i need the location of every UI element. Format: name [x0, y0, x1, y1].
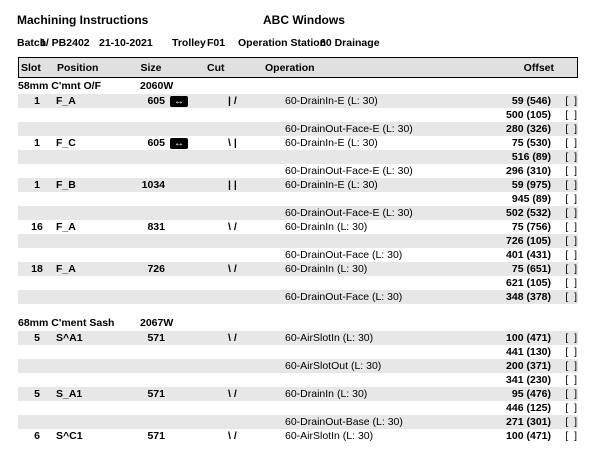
cell-slot: 5	[34, 332, 40, 344]
cell-operation: 60-DrainIn (L: 30)	[285, 388, 368, 400]
offset-checkbox[interactable]: [ ]	[565, 151, 577, 163]
offset-checkbox[interactable]: [ ]	[565, 179, 577, 191]
cell-offset: 945 (89)	[511, 193, 551, 205]
table-row	[18, 415, 578, 429]
batch-value: 1/ PB2402	[40, 37, 90, 49]
cell-size: 605	[147, 95, 165, 107]
company-title: ABC Windows	[263, 13, 345, 27]
offset-checkbox[interactable]: [ ]	[565, 137, 577, 149]
cell-flip	[168, 138, 202, 149]
section-rows	[18, 331, 578, 443]
section-size: 2067W	[140, 317, 174, 329]
offset-checkbox[interactable]: [ ]	[565, 207, 577, 219]
cell-operation: 60-DrainIn-E (L: 30)	[285, 137, 378, 149]
cell-cut: \ /	[228, 332, 237, 344]
cell-offset: 200 (371)	[506, 360, 551, 372]
cell-offset: 280 (326)	[506, 123, 551, 135]
instructions-table	[18, 57, 578, 443]
offset-checkbox[interactable]: [ ]	[565, 346, 577, 358]
table-row	[18, 290, 578, 304]
table-row	[18, 108, 578, 122]
cell-offset: 348 (378)	[506, 291, 551, 303]
cell-offset: 271 (301)	[506, 416, 551, 428]
header-operation: Operation	[265, 61, 315, 74]
cell-operation: 60-DrainOut-Face (L: 30)	[285, 291, 403, 303]
batch-date: 21-10-2021	[99, 37, 153, 49]
offset-checkbox[interactable]: [ ]	[565, 374, 577, 386]
cell-offset: 446 (125)	[506, 402, 551, 414]
cell-size: 726	[147, 263, 165, 275]
cell-cut: | |	[228, 179, 237, 191]
flip-arrow-icon: ↔	[170, 96, 188, 107]
section-header	[18, 315, 578, 331]
header-cut: Cut	[207, 61, 225, 74]
offset-checkbox[interactable]: [ ]	[565, 291, 577, 303]
table-row	[18, 401, 578, 415]
cell-position: F_C	[56, 137, 76, 149]
cell-operation: 60-AirSlotIn (L: 30)	[285, 332, 374, 344]
cell-size: 1034	[141, 179, 165, 191]
offset-checkbox[interactable]: [ ]	[565, 402, 577, 414]
cell-slot: 1	[34, 137, 40, 149]
section-name: 58mm C'mnt O/F	[18, 80, 102, 92]
cell-operation: 60-DrainOut-Face-E (L: 30)	[285, 207, 413, 219]
header-offset: Offset	[523, 61, 554, 74]
cell-cut: \ /	[228, 430, 237, 442]
cell-offset: 401 (431)	[506, 249, 551, 261]
section-name: 68mm C'ment Sash	[18, 317, 115, 329]
table-header-row	[18, 57, 578, 78]
table-row	[18, 262, 578, 276]
cell-position: F_A	[56, 263, 76, 275]
cell-slot: 1	[34, 95, 40, 107]
cell-position: F_A	[56, 95, 76, 107]
operation-station-label: Operation Station	[238, 37, 327, 49]
cell-offset: 726 (105)	[506, 235, 551, 247]
section-header	[18, 78, 578, 94]
cell-offset: 75 (530)	[511, 137, 551, 149]
cell-operation: 60-DrainOut-Base (L: 30)	[285, 416, 403, 428]
cell-slot: 5	[34, 388, 40, 400]
cell-offset: 516 (89)	[511, 151, 551, 163]
offset-checkbox[interactable]: [ ]	[565, 360, 577, 372]
cell-position: S^C1	[56, 430, 83, 442]
trolley-value: F01	[207, 37, 226, 49]
cell-offset: 341 (230)	[506, 374, 551, 386]
cell-cut: \ /	[228, 221, 237, 233]
table-row	[18, 164, 578, 178]
offset-checkbox[interactable]: [ ]	[565, 221, 577, 233]
table-row	[18, 136, 578, 150]
table-row	[18, 150, 578, 164]
flip-arrow-icon: ↔	[170, 138, 188, 149]
cell-slot: 6	[34, 430, 40, 442]
offset-checkbox[interactable]: [ ]	[565, 235, 577, 247]
page-title: Machining Instructions	[17, 13, 149, 27]
table-row	[18, 359, 578, 373]
offset-checkbox[interactable]: [ ]	[565, 165, 577, 177]
offset-checkbox[interactable]: [ ]	[565, 430, 577, 442]
cell-operation: 60-DrainIn (L: 30)	[285, 221, 368, 233]
cell-cut: \ /	[228, 263, 237, 275]
cell-position: S^A1	[56, 332, 83, 344]
cell-cut: | /	[228, 95, 237, 107]
cell-operation: 60-DrainIn-E (L: 30)	[285, 179, 378, 191]
header-position: Position	[57, 61, 99, 74]
cell-offset: 441 (130)	[506, 346, 551, 358]
cell-operation: 60-DrainOut-Face-E (L: 30)	[285, 123, 413, 135]
cell-size: 571	[147, 332, 165, 344]
table-row	[18, 429, 578, 443]
table-row	[18, 387, 578, 401]
operation-station-value: 60 Drainage	[320, 37, 380, 49]
cell-size: 605	[147, 137, 165, 149]
table-row	[18, 345, 578, 359]
table-row	[18, 220, 578, 234]
table-row	[18, 248, 578, 262]
cell-size: 571	[147, 430, 165, 442]
offset-checkbox[interactable]: [ ]	[565, 388, 577, 400]
offset-checkbox[interactable]: [ ]	[565, 123, 577, 135]
header-size: Size	[140, 61, 162, 74]
cell-offset: 100 (471)	[506, 430, 551, 442]
cell-size: 831	[147, 221, 165, 233]
cell-slot: 1	[34, 179, 40, 191]
batch-label: Batch	[17, 37, 47, 49]
offset-checkbox[interactable]: [ ]	[565, 109, 577, 121]
table-row	[18, 206, 578, 220]
cell-offset: 621 (105)	[506, 277, 551, 289]
table-row	[18, 331, 578, 345]
cell-operation: 60-AirSlotOut (L: 30)	[285, 360, 382, 372]
offset-checkbox[interactable]: [ ]	[565, 249, 577, 261]
table-row	[18, 234, 578, 248]
table-body	[18, 78, 578, 443]
offset-checkbox[interactable]: [ ]	[565, 332, 577, 344]
cell-cut: \ |	[228, 137, 237, 149]
trolley-label: Trolley	[172, 37, 206, 49]
cell-cut: \ /	[228, 388, 237, 400]
cell-slot: 16	[31, 221, 43, 233]
cell-operation: 60-DrainOut-Face (L: 30)	[285, 249, 403, 261]
table-row	[18, 192, 578, 206]
cell-offset: 502 (532)	[506, 207, 551, 219]
cell-operation: 60-AirSlotIn (L: 30)	[285, 430, 374, 442]
cell-offset: 95 (476)	[511, 388, 551, 400]
cell-flip	[168, 96, 202, 107]
cell-operation: 60-DrainIn-E (L: 30)	[285, 95, 378, 107]
cell-position: S_A1	[56, 388, 83, 400]
cell-operation: 60-DrainOut-Face-E (L: 30)	[285, 165, 413, 177]
table-row	[18, 178, 578, 192]
offset-checkbox[interactable]: [ ]	[565, 416, 577, 428]
section-size: 2060W	[140, 80, 174, 92]
batch-info-bar	[0, 37, 600, 51]
cell-offset: 100 (471)	[506, 332, 551, 344]
table-section	[18, 315, 578, 443]
cell-operation: 60-DrainIn (L: 30)	[285, 263, 368, 275]
cell-offset: 75 (651)	[511, 263, 551, 275]
cell-size: 571	[147, 388, 165, 400]
table-row	[18, 373, 578, 387]
table-row	[18, 276, 578, 290]
section-rows	[18, 94, 578, 304]
cell-position: F_B	[56, 179, 76, 191]
cell-offset: 500 (105)	[506, 109, 551, 121]
offset-checkbox[interactable]: [ ]	[565, 263, 577, 275]
offset-checkbox[interactable]: [ ]	[565, 193, 577, 205]
table-section	[18, 78, 578, 304]
offset-checkbox[interactable]: [ ]	[565, 277, 577, 289]
cell-offset: 296 (310)	[506, 165, 551, 177]
cell-slot: 18	[31, 263, 43, 275]
cell-position: F_A	[56, 221, 76, 233]
offset-checkbox[interactable]: [ ]	[565, 95, 577, 107]
table-row	[18, 122, 578, 136]
cell-offset: 59 (975)	[511, 179, 551, 191]
cell-offset: 75 (756)	[511, 221, 551, 233]
header-slot: Slot	[21, 61, 41, 74]
table-row	[18, 94, 578, 108]
cell-offset: 59 (546)	[511, 95, 551, 107]
